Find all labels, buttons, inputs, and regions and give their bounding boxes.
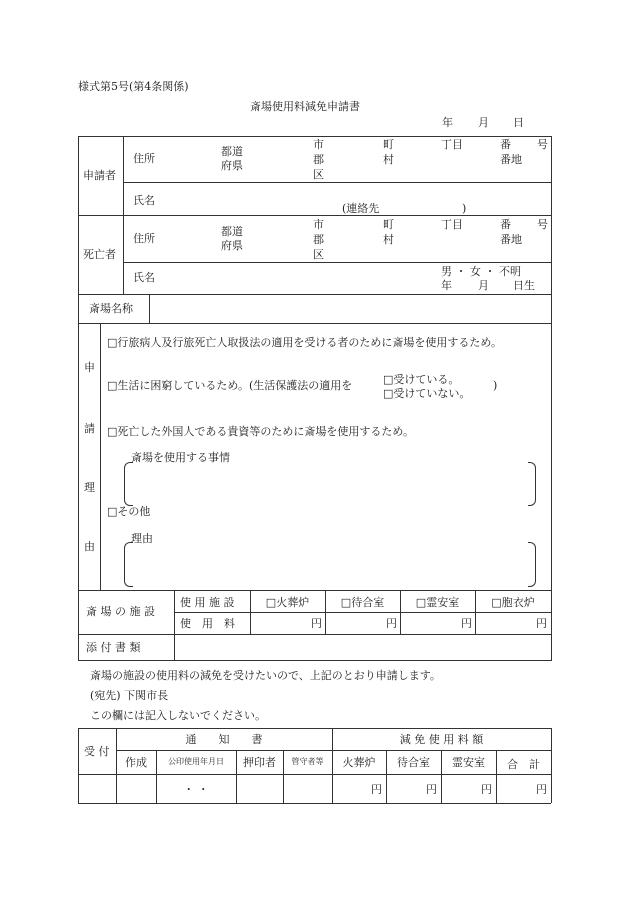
office-exemption-header: 減 免 使 用 料 額	[399, 733, 484, 746]
deceased-ban: 番	[500, 218, 511, 231]
applicant-chome: 丁目	[441, 138, 463, 151]
fee-yen: 円	[311, 617, 322, 630]
fee-yen: 円	[536, 617, 547, 630]
applicant-contact-close: )	[462, 202, 467, 215]
facilities-label: 斎 場 の 施 設	[86, 605, 155, 618]
deceased-gender: 男 ・ 女 ・ 不明	[441, 265, 521, 278]
reason-bracket-right	[528, 542, 536, 587]
facilities-used-label: 使 用 施 設	[180, 596, 235, 609]
page-title: 斎場使用料減免申請書	[250, 100, 360, 113]
applicant-shi: 市	[313, 138, 324, 151]
reason-bracket-left	[124, 542, 133, 587]
circumstance-label: 斎場を使用する事情	[131, 451, 230, 464]
office-yen: 円	[426, 783, 437, 796]
deceased-ku: 区	[313, 248, 324, 261]
applicant-gun: 郡	[313, 153, 324, 166]
deceased-gun: 郡	[313, 233, 324, 246]
facilities-fee-label: 使 用 料	[180, 617, 235, 630]
office-yen: 円	[536, 783, 547, 796]
circumstance-bracket-left	[124, 462, 133, 506]
office-yen: 円	[371, 783, 382, 796]
reason-option-poverty-close: )	[493, 379, 498, 392]
reason-label-char: 理	[84, 481, 95, 494]
statement: 斎場の施設の使用料の減免を受けたいので、上記のとおり申請します。	[90, 669, 441, 682]
office-yen: 円	[481, 783, 492, 796]
fee-yen: 円	[461, 617, 472, 630]
funeral-hall-label: 斎場名称	[89, 302, 133, 315]
deceased-mura: 村	[383, 233, 394, 246]
applicant-machi: 町	[383, 138, 394, 151]
reason-label-char: 申	[84, 361, 95, 374]
deceased-birth-month: 月	[478, 279, 489, 292]
office-mortuary: 霊安室	[452, 756, 485, 769]
office-created: 作成	[125, 756, 147, 769]
applicant-mura: 村	[383, 153, 394, 166]
reason-option-welfare-no[interactable]: □受けていない。	[383, 387, 471, 400]
reason-label-char: 請	[84, 422, 95, 435]
applicant-ban: 番	[500, 138, 511, 151]
facility-waiting-room[interactable]: □待合室	[340, 596, 385, 609]
reason-label-char: 由	[84, 540, 95, 553]
date-day: 日	[513, 116, 524, 129]
applicant-fuken: 府県	[221, 159, 243, 172]
office-date-dots: ・ ・	[183, 783, 209, 796]
attachments-label: 添 付 書 類	[86, 641, 141, 654]
office-sealer: 押印者	[243, 756, 276, 769]
deceased-chome: 丁目	[441, 218, 463, 231]
deceased-go: 号	[537, 218, 548, 231]
deceased-machi: 町	[383, 218, 394, 231]
deceased-name-label: 氏名	[133, 271, 155, 284]
date-year: 年	[442, 116, 453, 129]
facility-cremation[interactable]: □火葬炉	[265, 596, 310, 609]
date-month: 月	[478, 116, 489, 129]
form-number: 様式第5号(第4条関係)	[78, 80, 189, 93]
deceased-birth-day: 日生	[513, 279, 535, 292]
applicant-label: 申請者	[83, 169, 116, 182]
applicant-name-label: 氏名	[133, 194, 155, 207]
facility-mortuary[interactable]: □霊安室	[415, 596, 460, 609]
deceased-address-label: 住所	[133, 232, 155, 245]
reason-option-welfare-yes[interactable]: □受けている。	[383, 373, 460, 386]
applicant-address-label: 住所	[133, 152, 155, 165]
office-note: この欄には記入しないでください。	[90, 709, 266, 722]
office-cremation: 火葬炉	[342, 756, 376, 769]
deceased-label: 死亡者	[83, 248, 116, 261]
reason-option-poverty[interactable]: □生活に困窮しているため。(生活保護法の適用を	[107, 379, 353, 392]
deceased-fuken: 府県	[221, 239, 243, 252]
other-reason-label: 理由	[131, 532, 153, 545]
applicant-contact-label: (連絡先	[342, 202, 380, 215]
deceased-banchi: 番地	[500, 233, 522, 246]
deceased-todo: 都道	[221, 225, 243, 238]
applicant-ku: 区	[313, 168, 324, 181]
office-manager: 管守者等	[291, 757, 324, 766]
fee-yen: 円	[386, 617, 397, 630]
reason-option-other[interactable]: □その他	[107, 505, 151, 518]
applicant-go: 号	[537, 138, 548, 151]
deceased-shi: 市	[313, 218, 324, 231]
office-total: 合 計	[507, 758, 540, 771]
applicant-banchi: 番地	[500, 153, 522, 166]
deceased-birth-year: 年	[441, 279, 452, 292]
office-received-label: 受 付	[84, 745, 110, 758]
office-seal-date: 公印使用年月日	[168, 757, 224, 766]
circumstance-bracket-right	[528, 462, 536, 506]
addressee: (宛先) 下関市長	[90, 689, 169, 702]
applicant-todo: 都道	[221, 145, 243, 158]
reason-option-travelers[interactable]: □行旅病人及行旅死亡人取扱法の適用を受ける者のために斎場を使用するため。	[107, 336, 502, 349]
office-notice-header: 通 知 書	[185, 733, 263, 746]
reason-option-foreign[interactable]: □死亡した外国人である貴資等のために斎場を使用するため。	[107, 425, 414, 438]
office-waiting: 待合室	[397, 756, 430, 769]
facility-placenta[interactable]: □胞衣炉	[491, 596, 535, 609]
